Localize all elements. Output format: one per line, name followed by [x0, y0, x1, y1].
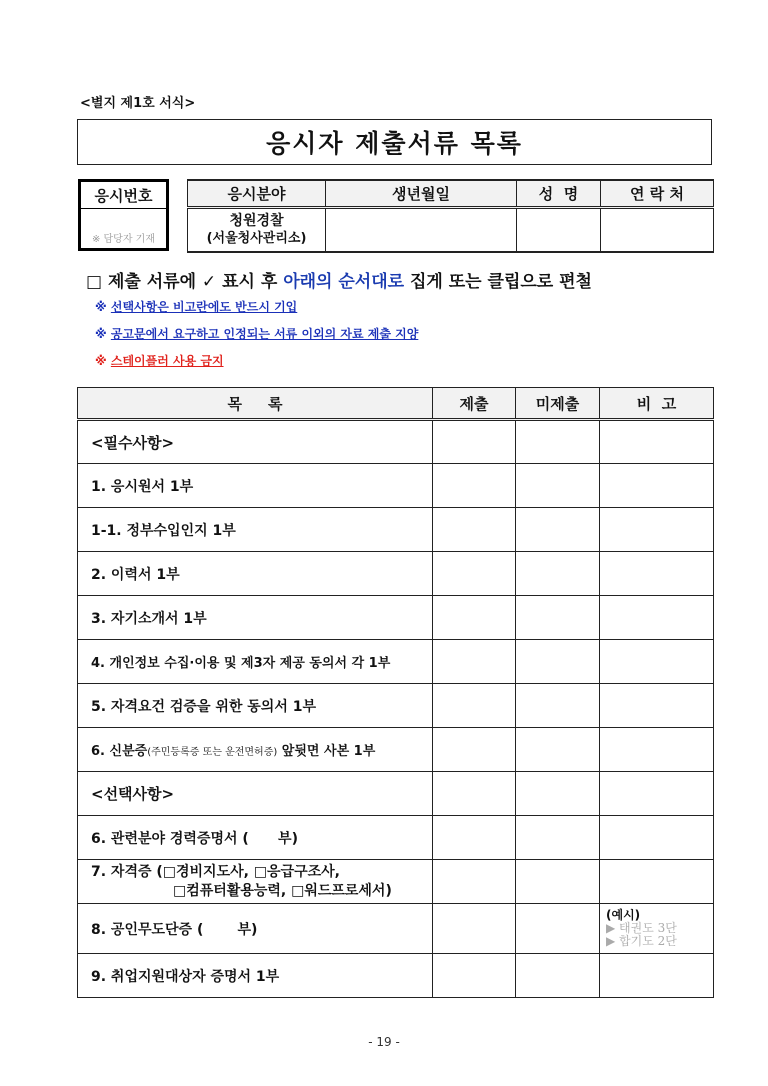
not-submitted-cell[interactable] — [516, 772, 600, 816]
document-checklist-table — [77, 387, 714, 998]
not-submitted-cell[interactable] — [516, 464, 600, 508]
not-submitted-cell[interactable] — [516, 640, 600, 684]
note-text: 선택사항은 비고란에도 반드시 기입 — [110, 300, 298, 314]
remarks-cell[interactable] — [600, 420, 714, 464]
submitted-cell[interactable] — [433, 508, 516, 552]
submitted-cell[interactable] — [433, 728, 516, 772]
submitted-cell[interactable] — [433, 464, 516, 508]
contact-cell[interactable] — [601, 208, 714, 253]
remark-example-2: ▶ 합기도 2단 — [606, 934, 677, 948]
remarks-cell[interactable] — [600, 684, 714, 728]
section-required: <필수사항> — [78, 420, 433, 464]
header-list: 목 록 — [78, 388, 433, 420]
header-submitted: 제출 — [433, 388, 516, 420]
remarks-cell[interactable] — [600, 954, 714, 998]
instruction-highlight: 아래의 순서대로 — [283, 272, 405, 292]
applicant-info-table — [187, 179, 714, 253]
remarks-cell[interactable] — [600, 596, 714, 640]
instruction-part2: 집게 또는 클립으로 편철 — [404, 272, 592, 292]
submitted-cell[interactable] — [433, 816, 516, 860]
item-self-introduction: 3. 자기소개서 1부 — [78, 596, 433, 640]
item-employment-support: 9. 취업지원대상자 증명서 1부 — [78, 954, 433, 998]
field-value — [188, 208, 326, 253]
item-certifications-line2: □컴퓨터활용능력, □워드프로세서) — [173, 882, 392, 899]
item-revenue-stamp: 1-1. 정부수입인지 1부 — [78, 508, 433, 552]
submitted-cell[interactable] — [433, 904, 516, 954]
remarks-cell[interactable] — [600, 552, 714, 596]
applicant-number-note: ※ 담당자 기재 — [91, 234, 156, 245]
submitted-cell[interactable] — [433, 640, 516, 684]
header-name: 성 명 — [517, 180, 601, 208]
not-submitted-cell[interactable] — [516, 904, 600, 954]
submitted-cell[interactable] — [433, 954, 516, 998]
submitted-cell[interactable] — [433, 772, 516, 816]
remarks-cell[interactable] — [600, 860, 714, 904]
not-submitted-cell[interactable] — [516, 816, 600, 860]
header-not-submitted: 미제출 — [516, 388, 600, 420]
header-remarks: 비 고 — [600, 388, 714, 420]
not-submitted-cell[interactable] — [516, 596, 600, 640]
not-submitted-cell[interactable] — [516, 728, 600, 772]
instruction-part1: 제출 서류에 ✓ 표시 후 — [107, 272, 284, 292]
submitted-cell[interactable] — [433, 552, 516, 596]
item-certifications — [78, 860, 433, 904]
note-text: 스테이플러 사용 금지 — [110, 354, 224, 368]
remarks-cell[interactable] — [600, 772, 714, 816]
note-extra-docs — [95, 325, 418, 342]
birthdate-cell[interactable] — [326, 208, 517, 253]
item-id-copy-post: 앞뒷면 사본 1부 — [277, 744, 376, 759]
item-privacy-consent: 4. 개인정보 수집·이용 및 제3자 제공 동의서 각 1부 — [78, 640, 433, 684]
note-optional-remark — [95, 298, 297, 315]
header-birthdate: 생년월일 — [326, 180, 517, 208]
not-submitted-cell[interactable] — [516, 860, 600, 904]
item-application-form: 1. 응시원서 1부 — [78, 464, 433, 508]
item-id-copy-note: (주민등록증 또는 운전면허증) — [147, 747, 278, 758]
remarks-cell[interactable] — [600, 728, 714, 772]
item-resume: 2. 이력서 1부 — [78, 552, 433, 596]
not-submitted-cell[interactable] — [516, 954, 600, 998]
checkbox-icon: □ — [86, 272, 103, 292]
remarks-cell[interactable] — [600, 508, 714, 552]
note-text: 공고문에서 요구하고 인정되는 서류 이외의 자료 제출 지양 — [110, 327, 419, 341]
field-value-line2: (서울청사관리소) — [206, 231, 307, 246]
form-label: <별지 제1호 서식> — [80, 96, 196, 111]
note-mark: ※ — [95, 327, 107, 341]
page-number: - 19 - — [368, 1035, 400, 1049]
section-optional: <선택사항> — [78, 772, 433, 816]
name-cell[interactable] — [517, 208, 601, 253]
item-certifications-line1: 7. 자격증 (□경비지도사, □응급구조사, — [91, 863, 340, 880]
header-contact: 연 락 처 — [601, 180, 714, 208]
submitted-cell[interactable] — [433, 860, 516, 904]
remarks-cell[interactable] — [600, 816, 714, 860]
remarks-example-cell[interactable] — [600, 904, 714, 954]
note-mark: ※ — [95, 354, 107, 368]
not-submitted-cell[interactable] — [516, 684, 600, 728]
item-qualification-consent: 5. 자격요건 검증을 위한 동의서 1부 — [78, 684, 433, 728]
item-id-copy-pre: 6. 신분증 — [91, 744, 148, 759]
applicant-number-box — [78, 179, 169, 251]
not-submitted-cell[interactable] — [516, 420, 600, 464]
submitted-cell[interactable] — [433, 420, 516, 464]
note-no-stapler — [95, 352, 224, 369]
field-value-line1: 청원경찰 — [229, 213, 284, 229]
note-mark: ※ — [95, 300, 107, 314]
item-career-certificate: 6. 관련분야 경력증명서 ( 부) — [78, 816, 433, 860]
applicant-number-header: 응시번호 — [81, 182, 166, 209]
remark-example-label: (예시) — [606, 908, 641, 922]
document-title: 응시자 제출서류 목록 — [77, 119, 712, 165]
remarks-cell[interactable] — [600, 640, 714, 684]
submitted-cell[interactable] — [433, 684, 516, 728]
instruction-line — [86, 267, 592, 292]
remarks-cell[interactable] — [600, 464, 714, 508]
item-martial-arts: 8. 공인무도단증 ( 부) — [78, 904, 433, 954]
not-submitted-cell[interactable] — [516, 508, 600, 552]
remark-example-1: ▶ 태권도 3단 — [606, 921, 677, 935]
not-submitted-cell[interactable] — [516, 552, 600, 596]
submitted-cell[interactable] — [433, 596, 516, 640]
item-id-copy — [78, 728, 433, 772]
header-field: 응시분야 — [188, 180, 326, 208]
